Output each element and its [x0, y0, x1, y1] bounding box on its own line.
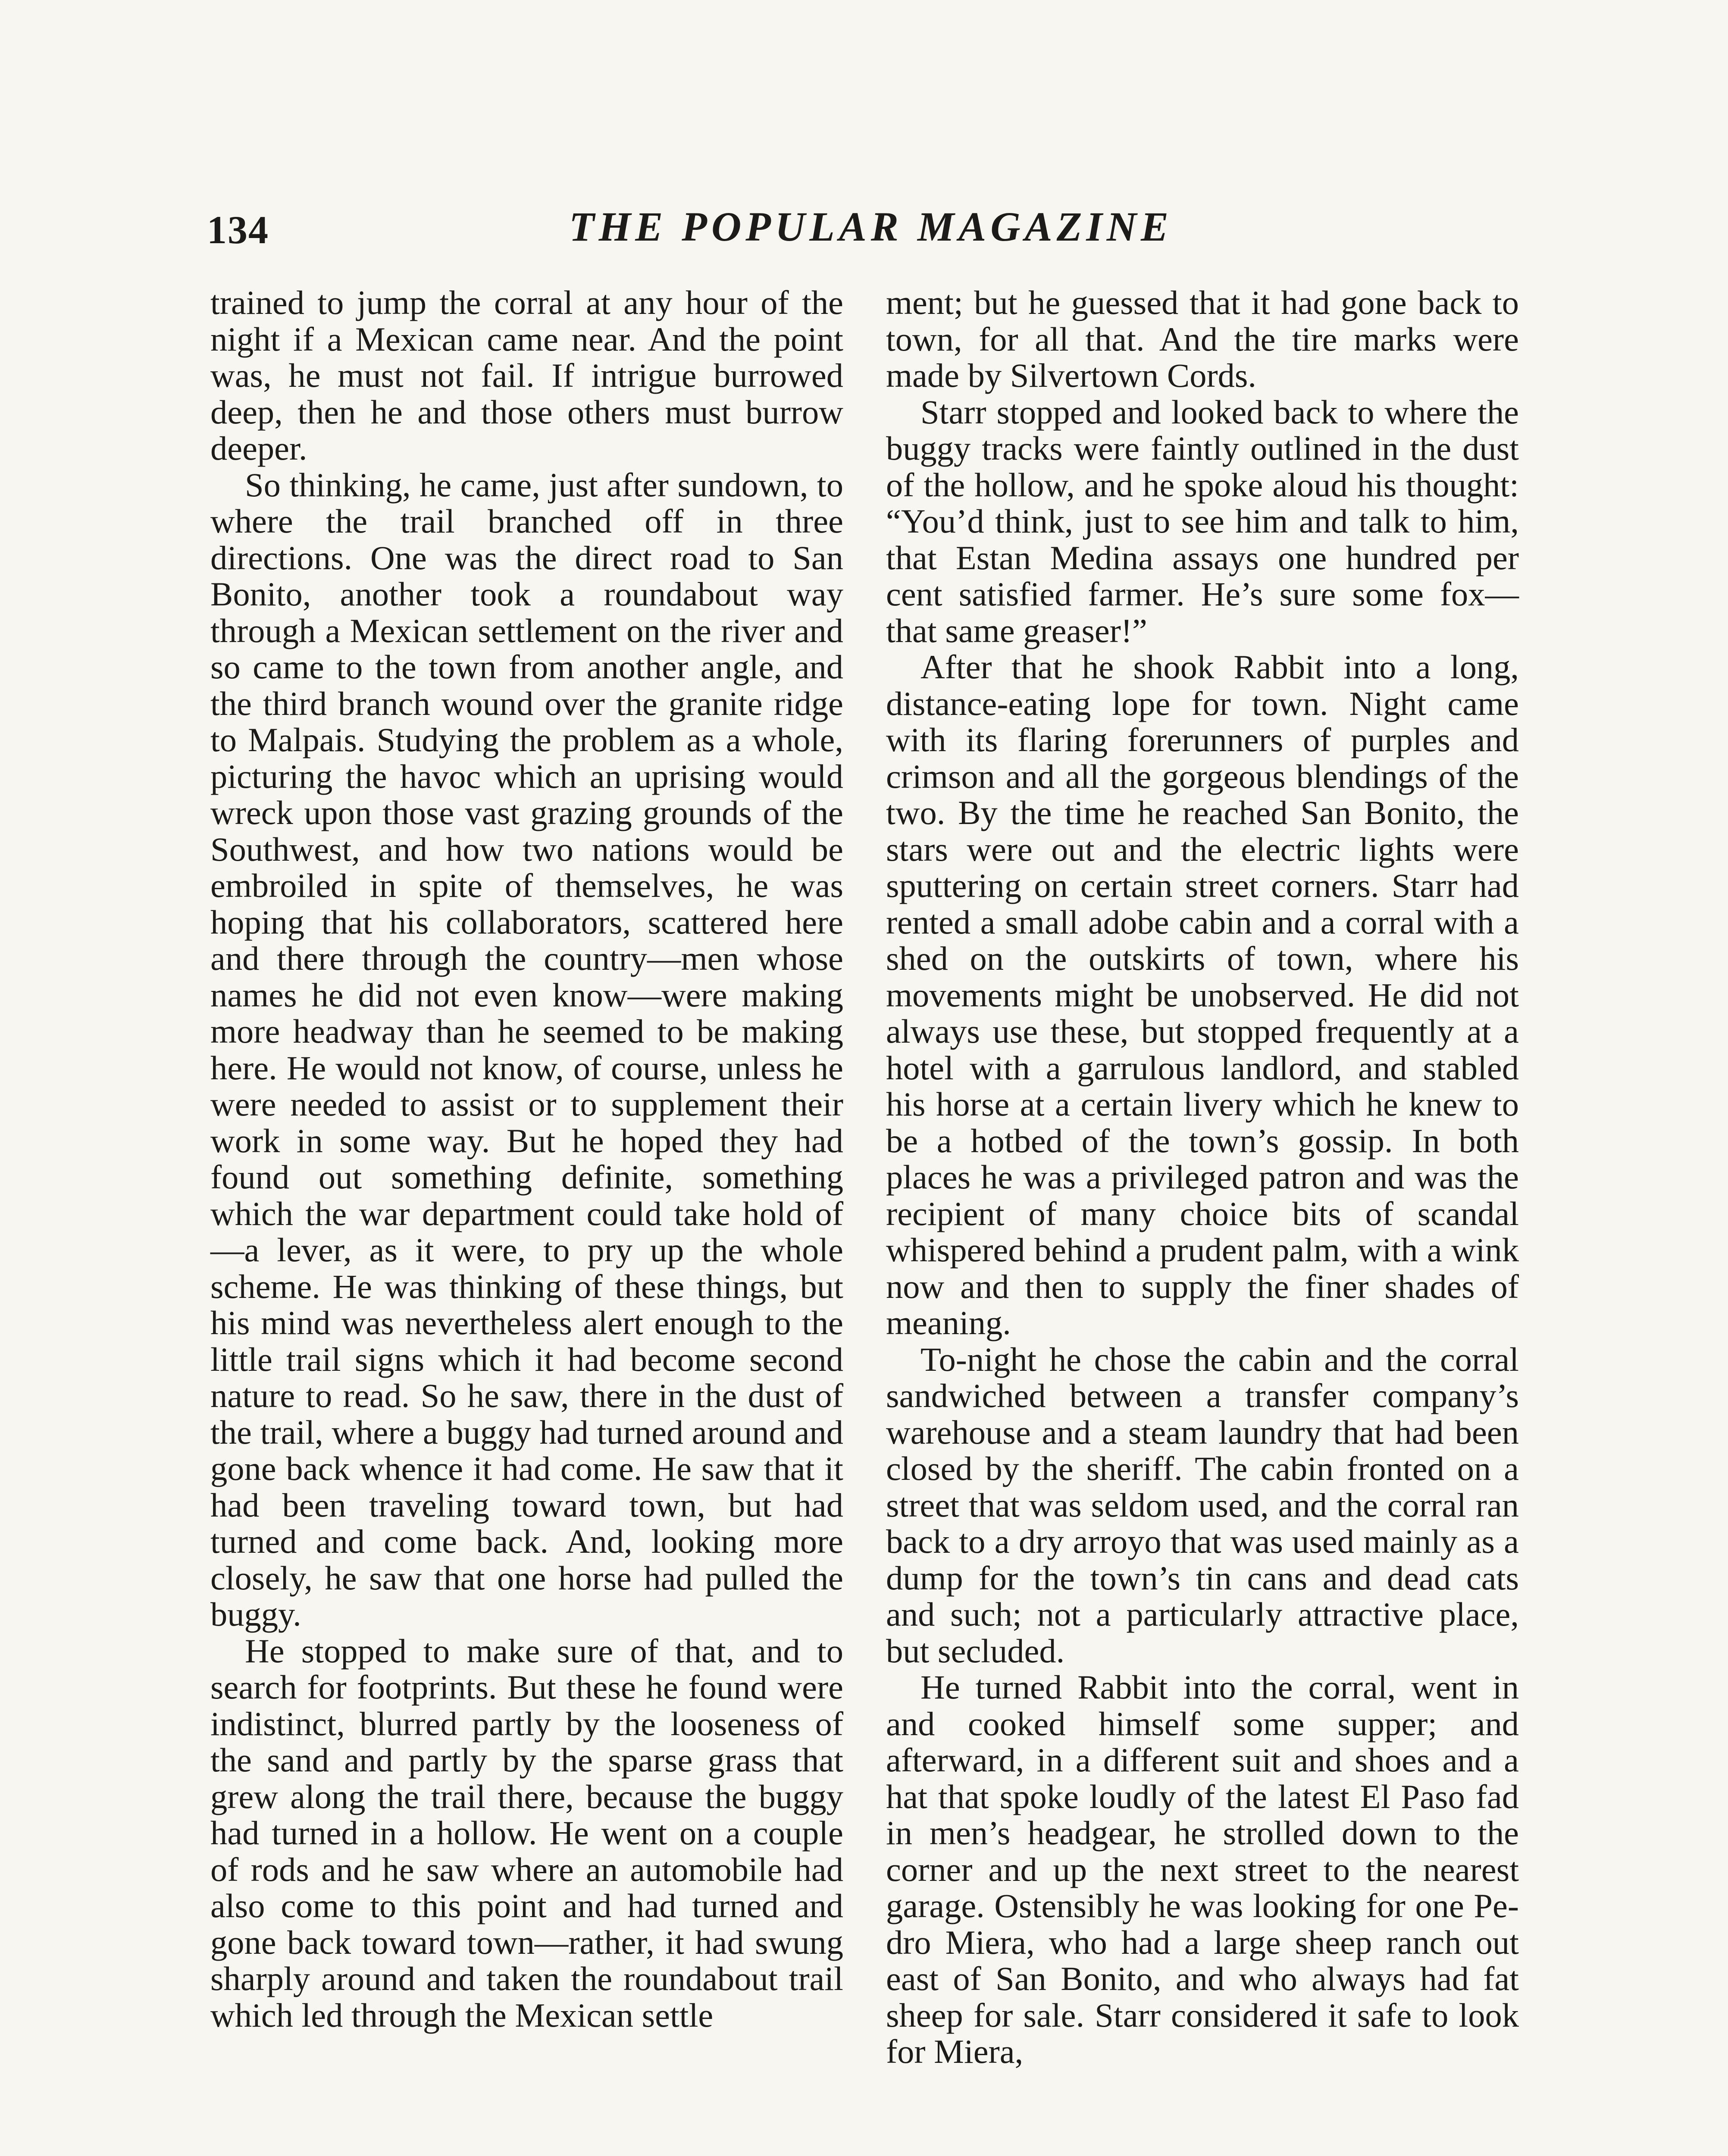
paragraph: So thinking, he came, just after sundown, to where the trail branched off in three directions. One was the direct road to San Bonito, another took a roundabout way through a Mexican settlement on the river and so came to the town from another angle, and the third branch wound over the granite ridge to Malpais. Studying the problem as a whole, picturing the havoc which an uprising would wreck upon those vast grazing grounds of the Southwest, and how two nations would be embroiled in spite of themselves, he was hoping that his collaborators, scattered here and there through the country—men whose names he did not even know—were making more headway than he seemed to be making here. He would not know, of course, unless he were needed to assist or to supplement their work in some way. But he hoped they had found out something definite, something which the war department could take hold of—a lever, as it were, to pry up the whole scheme. He was thinking of these things, but his mind was nevertheless alert enough to the little trail signs which it had become second nature to read. So he saw, there in the dust of the trail, where a buggy had turned around and gone back whence it had come. He saw that it had been traveling toward town, but had turned and come back. And, looking more closely, he saw that one horse had pulled the buggy.	[210, 466, 843, 1633]
left-column	[210, 285, 843, 2034]
paragraph: trained to jump the corral at any hour of the night if a Mexican came near. And the point was, he must not fail. If intrigue burrowed deep, then he and those others must burrow deeper.	[210, 284, 843, 467]
paragraph: To-night he chose the cabin and the corral sandwiched between a transfer company’s warehouse and a steam laundry that had been closed by the sheriff. The cabin fronted on a street that was seldom used, and the corral ran back to a dry arroyo that was used mainly as a dump for the town’s tin cans and dead cats and such; not a particularly attractive place, but secluded.	[886, 1340, 1519, 1670]
right-column	[886, 285, 1519, 2070]
page-number: 134	[207, 208, 269, 252]
paragraph: ment; but he guessed that it had gone back to town, for all that. And the tire marks were made by Silvertown Cords.	[886, 284, 1519, 394]
running-title: THE POPULAR MAGAZINE	[569, 204, 1173, 250]
paragraph: After that he shook Rabbit into a long, distance-eating lope for town. Night came with its flaring forerunners of purples and crimson and all the gorgeous blendings of the two. By the time he reached San Bonito, the stars were out and the electric lights were sputtering on certain street corners. Starr had rented a small adobe cabin and a corral with a shed on the outskirts of town, where his movements might be unobserved. He did not always use these, but stopped frequently at a hotel with a garrulous landlord, and stabled his horse at a certain livery which he knew to be a hotbed of the town’s gossip. In both places he was a privileged patron and was the recipient of many choice bits of scandal whispered behind a prudent palm, with a wink now and then to supply the finer shades of meaning.	[886, 648, 1519, 1341]
paragraph: Starr stopped and looked back to where the buggy tracks were faintly outlined in the dust of the hollow, and he spoke aloud his thought: “You’d think, just to see him and talk to him, that Estan Medina assays one hundred per cent satisfied farmer. He’s sure some fox—that same greaser!”	[886, 393, 1519, 649]
page-header	[207, 203, 1535, 263]
paragraph: He stopped to make sure of that, and to search for footprints. But these he found were indistinct, blurred partly by the looseness of the sand and partly by the sparse grass that grew along the trail there, because the buggy had turned in a hollow. He went on a couple of rods and he saw where an automobile had also come to this point and had turned and gone back toward town—rather, it had swung sharply around and taken the roundabout trail which led through the Mexican settle	[210, 1632, 843, 2034]
paragraph: He turned Rabbit into the corral, went in and cooked himself some supper; and afterward, in a different suit and shoes and a hat that spoke loudly of the latest El Paso fad in men’s headgear, he strolled down to the corner and up the next street to the nearest garage. Ostensibly he was looking for one Pedro Miera, who had a large sheep ranch out east of San Bonito, and who always had fat sheep for sale. Starr considered it safe to look for Miera,	[886, 1668, 1519, 2070]
